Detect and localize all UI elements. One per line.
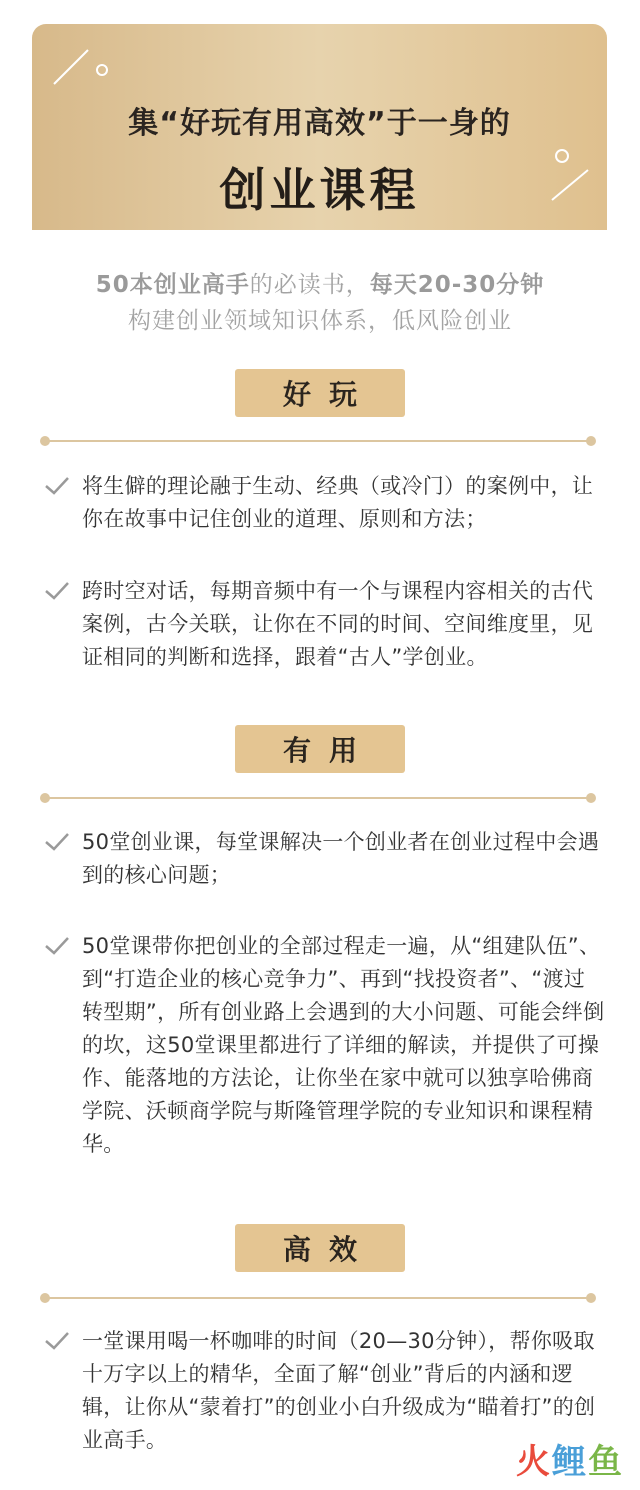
item-text: 50堂课带你把创业的全部过程走一遍，从“组建队伍”、到“打造企业的核心竞争力”、再到“找投资者”、“渡过转型期”，所有创业路上会遇到的大小问题、可能会绊倒的坎，这50堂课里都进行了详细的解读，并提供了可操作、能落地的方法论，让你坐在家中就可以独享哈佛商学院、沃顿商学院与斯隆管理学院的专业知识和课程精华。 bbox=[82, 934, 605, 1156]
check-icon bbox=[44, 581, 70, 601]
subtitle-highlight-time: 每天20-30分钟 bbox=[369, 272, 545, 298]
list-item bbox=[40, 470, 605, 536]
item-text: 一堂课用喝一杯咖啡的时间（20—30分钟），帮你吸取十万字以上的精华，全面了解“创业”背后的内涵和逻辑，让你从“蒙着打”的创业小白升级成为“瞄着打”的创业高手。 bbox=[82, 1329, 596, 1452]
check-icon bbox=[44, 1331, 70, 1351]
item-text: 跨时空对话，每期音频中有一个与课程内容相关的古代案例，古今关联，让你在不同的时间、空间维度里，见证相同的判断和选择，跟着“古人”学创业。 bbox=[82, 579, 594, 669]
subtitle-normal: 的必读书， bbox=[249, 272, 370, 298]
list-item bbox=[40, 930, 605, 1161]
watermark-char-1: 火 bbox=[516, 1441, 550, 1482]
item-text: 50堂创业课，每堂课解决一个创业者在创业过程中会遇到的核心问题； bbox=[82, 830, 600, 887]
item-text: 将生僻的理论融于生动、经典（或冷门）的案例中，让你在故事中记住创业的道理、原则和方法； bbox=[82, 474, 594, 531]
banner-tagline: 集“好玩有用高效”于一身的 bbox=[128, 106, 511, 141]
list-item bbox=[40, 575, 605, 674]
slash-circle-decoration-icon bbox=[50, 44, 110, 88]
list-item bbox=[40, 826, 605, 892]
subtitle-highlight-books: 50本创业高手 bbox=[95, 272, 250, 298]
section-tag-fun: 好玩 bbox=[235, 369, 405, 417]
section-tag-useful: 有用 bbox=[235, 725, 405, 773]
watermark-logo bbox=[516, 1438, 622, 1482]
banner-title: 创业课程 bbox=[219, 163, 420, 217]
header-banner bbox=[32, 24, 607, 230]
watermark-char-2: 鲤 bbox=[552, 1441, 586, 1482]
section-divider bbox=[40, 792, 596, 804]
watermark-char-3: 鱼 bbox=[588, 1441, 622, 1482]
check-icon bbox=[44, 476, 70, 496]
subtitle-line-2: 构建创业领域知识体系，低风险创业 bbox=[128, 308, 512, 334]
check-icon bbox=[44, 936, 70, 956]
section-divider bbox=[40, 1292, 596, 1304]
section-divider bbox=[40, 435, 596, 447]
subtitle-line-1 bbox=[0, 266, 640, 299]
check-icon bbox=[44, 832, 70, 852]
section-tag-efficient: 高效 bbox=[235, 1224, 405, 1272]
